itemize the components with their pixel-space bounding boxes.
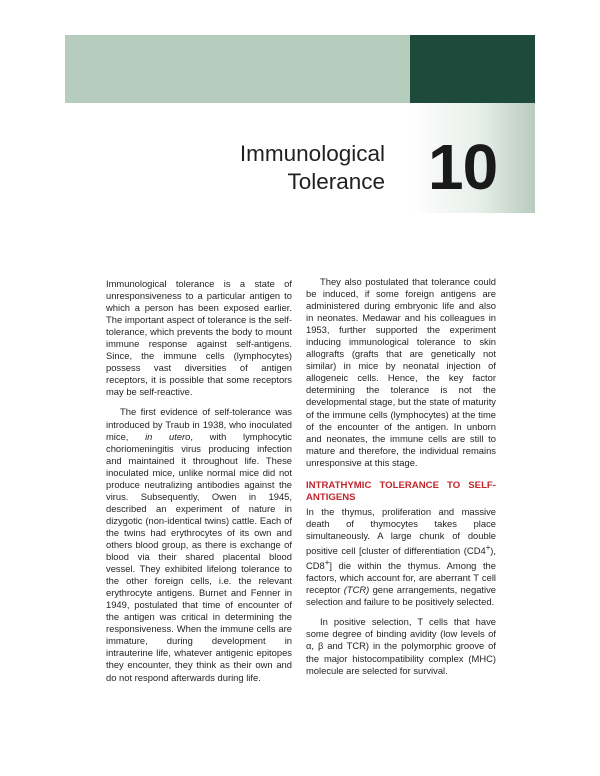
paragraph: They also postulated that tolerance could be induced, if some foreign antigens are administered during embryonic life and also in neonates. Medawar and his colleagues in 1953, further supported the experiment inducing immunological tolerance to skin allografts (grafts that are genetically not similar) in mice by neonatal injection of allogeneic cells. Hence, the key factor determining the tolerance is not the developmental stage, but the state of maturity of the immune cells (lymphocytes) at the time of the encounter of the antigen. In unborn and neonates, the immune cells are still to mature and therefore, the individual remains unresponsive at this stage. — [306, 276, 496, 468]
chapter-title — [125, 140, 385, 196]
paragraph: Immunological tolerance is a state of unresponsiveness to a particular antigen to which a person has been exposed earlier. The important aspect of tolerance is the self-tolerance, which prevents the body to mount immune response against self-antigens. Since, the immune cells (lymphocytes) possess vast diversities of antigen receptors, it is possible that some receptors may be self-reactive. — [106, 278, 292, 398]
paragraph: In positive selection, T cells that have some degree of binding avidity (low levels of α, β and TCR) in the polymorphic groove of the major histocompatibility complex (MHC) molecule are selected for survival. — [306, 616, 496, 676]
paragraph: The first evidence of self-tolerance was introduced by Traub in 1938, who inoculated mice, in utero, with lymphocytic choriomeningitis virus producing infection and maintained it throughout life. These inoculated mice, unlike normal mice did not produce neutralizing antibodies against the virus. Subsequently, Owen in 1945, described an experiment of nature in dizygotic (non-identical twins) cattle. Each of the twins had erythrocytes of its own and others blood group, as there is exchange of blood via their shared placental blood vessel. They exhibited lifelong tolerance to the other foreign cells, i.e. the relevant erythrocyte antigens. Burnet and Fenner in 1949, postulated that time of encounter of the antigen was critical in determining the responsiveness. When the immune cells are immature, during development in intrauterine life, whatever antigenic epitopes they encounter, they think as their own and do not respond afterwards during life. — [106, 406, 292, 683]
section-heading: INTRATHYMIC TOLERANCE TO SELF-ANTIGENS — [306, 479, 496, 503]
chapter-title-line1: Immunological — [239, 141, 385, 166]
paragraph: In the thymus, proliferation and massive death of thymocytes takes place simultaneously. A large chunk of double positive cell [cluster of differentiation (CD4+), CD8+] die within the thymus. Among the factors, which account for, are aberrant T cell receptor (TCR) gene arrangements, negative selection and failure to be positively selected. — [306, 505, 497, 608]
chapter-title-line2: Tolerance — [287, 169, 385, 194]
chapter-number: 10 — [428, 131, 498, 203]
left-column — [106, 278, 292, 684]
header-band-light — [65, 35, 410, 103]
right-column — [306, 276, 496, 677]
header-band-dark — [410, 35, 535, 103]
